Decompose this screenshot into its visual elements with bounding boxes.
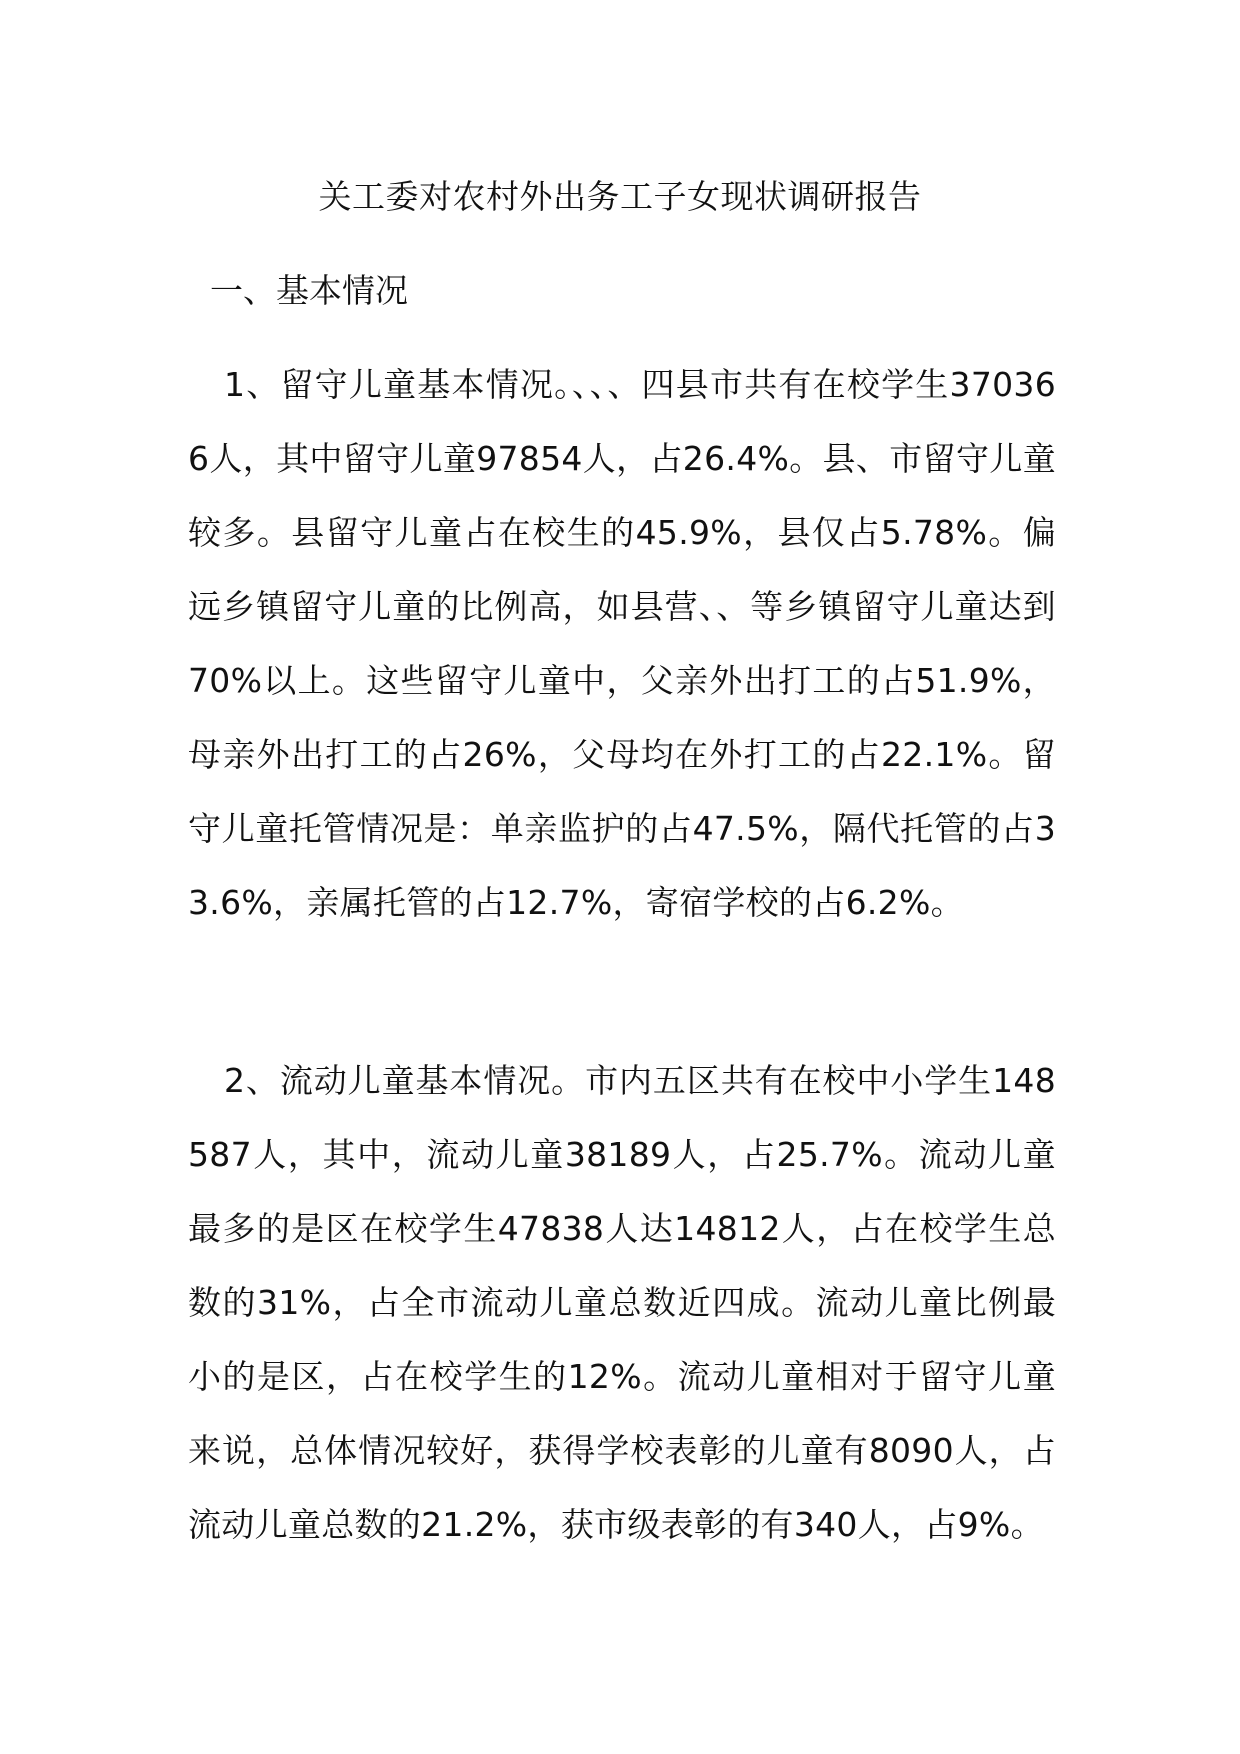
document-title: 关工委对农村外出务工子女现状调研报告 (318, 177, 922, 216)
paragraph-left-behind-children: 1、留守儿童基本情况。、、、四县市共有在校学生370366人，其中留守儿童97854人，占26.4%。县、市留守儿童较多。县留守儿童占在校生的45.9%，县仅占5.78%。偏远乡镇留守儿童的比例高，如县营、、等乡镇留守儿童达到70%以上。这些留守儿童中，父亲外出打工的占51.9%，母亲外出打工的占26%，父母均在外打工的占22.1%。留守儿童托管情况是：单亲监护的占47.5%，隔代托管的占33.6%，亲属托管的占12.7%，寄宿学校的占6.2%。 (188, 365, 1056, 922)
section-heading: 一、基本情况 (210, 271, 408, 310)
paragraph-migrant-children: 2、流动儿童基本情况。市内五区共有在校中小学生148587人，其中，流动儿童38189人，占25.7%。流动儿童最多的是区在校学生47838人达14812人，占在校学生总数的31%，占全市流动儿童总数近四成。流动儿童比例最小的是区，占在校学生的12%。流动儿童相对于留守儿童来说，总体情况较好，获得学校表彰的儿童有8090人，占流动儿童总数的21.2%，获市级表彰的有340人，占9%。 (188, 1061, 1056, 1544)
